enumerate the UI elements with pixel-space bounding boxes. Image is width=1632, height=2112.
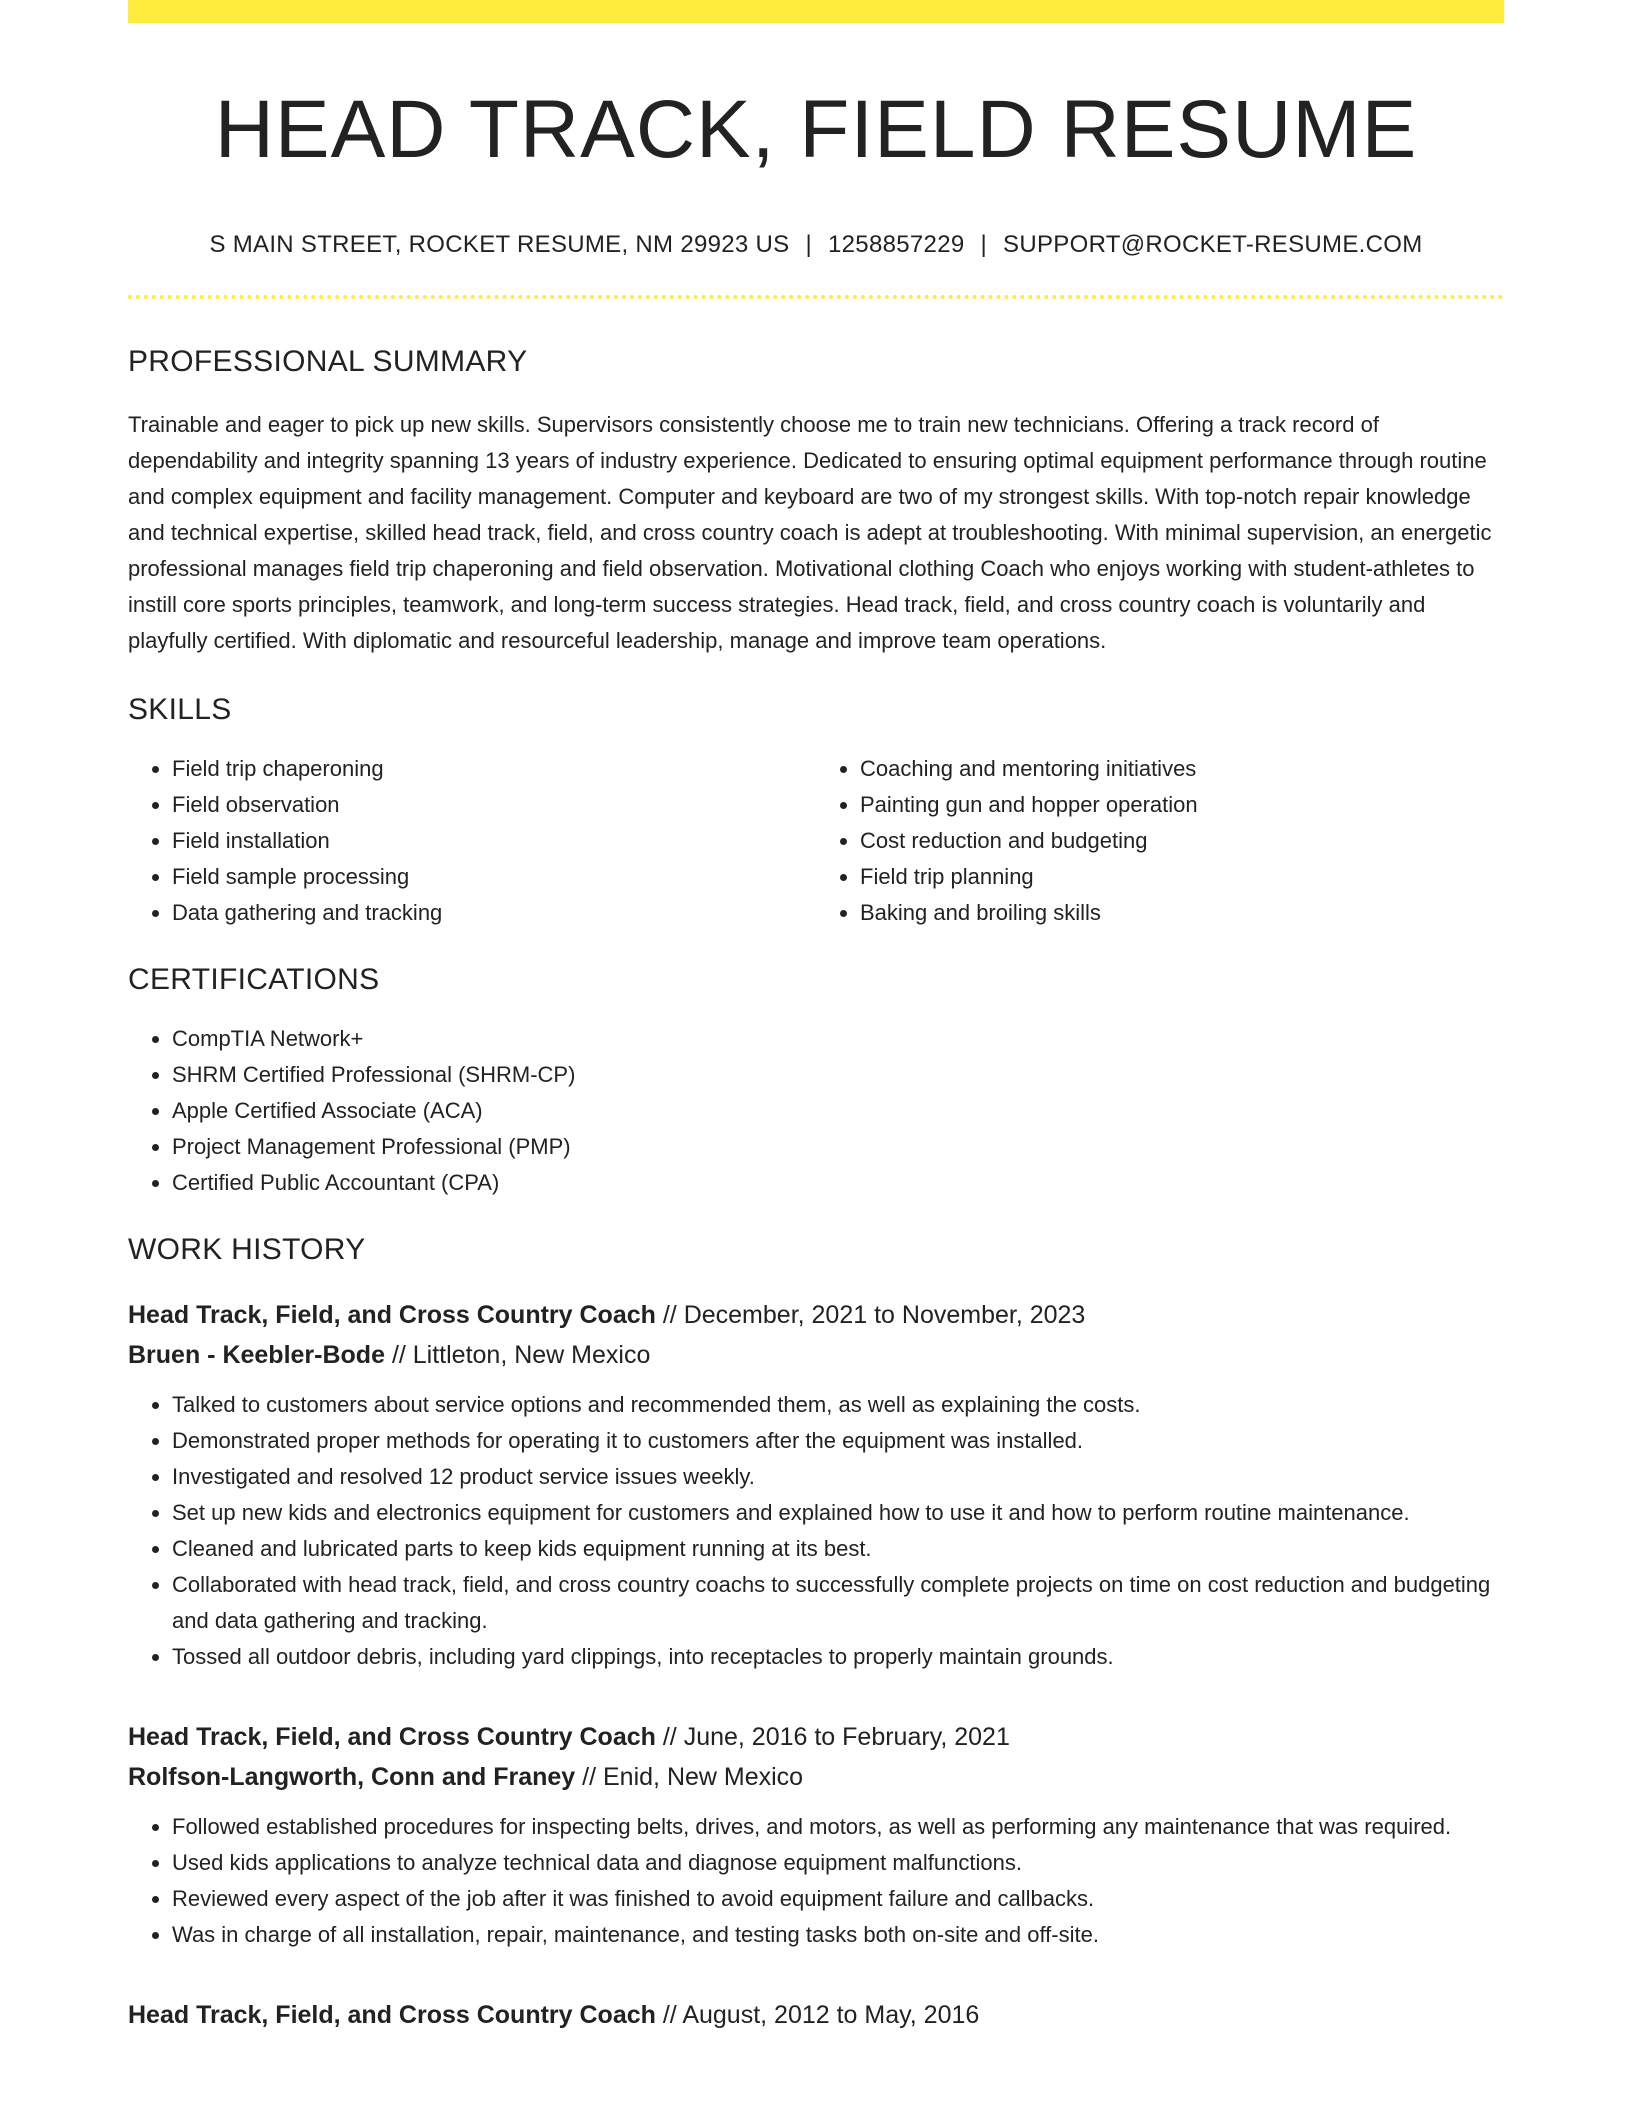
skill-item: • Field sample processing — [172, 859, 816, 895]
job-bullet: • Tossed all outdoor debris, including yard clippings, into receptacles to properly maintain grounds. — [172, 1639, 1504, 1675]
skill-item: • Baking and broiling skills — [860, 895, 1504, 931]
job-dates: // December, 2021 to November, 2023 — [662, 1301, 1086, 1330]
job-role: Head Track, Field, and Cross Country Coach — [128, 2001, 656, 2030]
skill-item: • Painting gun and hopper operation — [860, 787, 1504, 823]
dotted-divider — [128, 295, 1504, 299]
job-bullet: • Was in charge of all installation, repair, maintenance, and testing tasks both on-site and off-site. — [172, 1917, 1504, 1953]
skills-list-right — [816, 751, 1504, 931]
certification-item: • CompTIA Network+ — [172, 1021, 1504, 1057]
job-bullet: • Reviewed every aspect of the job after it was finished to avoid equipment failure and callbacks. — [172, 1881, 1504, 1917]
skills-list-left — [128, 751, 816, 931]
job-bullet: • Demonstrated proper methods for operating it to customers after the equipment was installed. — [172, 1423, 1504, 1459]
contact-separator: | — [980, 231, 988, 259]
work-history-section — [128, 1233, 1504, 2035]
job-bullet: • Investigated and resolved 12 product service issues weekly. — [172, 1459, 1504, 1495]
phone: 1258857229 — [828, 231, 965, 259]
section-title: WORK HISTORY — [128, 1233, 366, 1267]
resume-title: HEAD TRACK, FIELD RESUME — [214, 84, 1418, 175]
certification-item: • SHRM Certified Professional (SHRM-CP) — [172, 1057, 1504, 1093]
job-company-line — [128, 1335, 1504, 1375]
job-bullet: • Collaborated with head track, field, and cross country coachs to successfully complete projects on time on cost reduction and budgeting and data gathering and tracking. — [172, 1567, 1504, 1639]
job-role: Head Track, Field, and Cross Country Coach — [128, 1723, 656, 1752]
job-company-line — [128, 1757, 1504, 1797]
certification-item: • Project Management Professional (PMP) — [172, 1129, 1504, 1165]
contact-separator: | — [805, 231, 813, 259]
skill-item: • Field observation — [172, 787, 816, 823]
skill-item: • Field installation — [172, 823, 816, 859]
skill-item: • Data gathering and tracking — [172, 895, 816, 931]
skill-item: • Cost reduction and budgeting — [860, 823, 1504, 859]
job-bullet: • Cleaned and lubricated parts to keep kids equipment running at its best. — [172, 1531, 1504, 1567]
certification-item: • Apple Certified Associate (ACA) — [172, 1093, 1504, 1129]
section-title: SKILLS — [128, 693, 232, 727]
address: S MAIN STREET, ROCKET RESUME, NM 29923 US — [209, 231, 790, 259]
job-bullets — [128, 1809, 1504, 1953]
skills-section — [128, 693, 1504, 931]
job-entry — [128, 1995, 1504, 2035]
section-title: PROFESSIONAL SUMMARY — [128, 345, 528, 379]
job-title-line — [128, 1995, 1504, 2035]
certification-item: • Certified Public Accountant (CPA) — [172, 1165, 1504, 1201]
job-company: Bruen - Keebler-Bode — [128, 1341, 385, 1370]
job-bullet: • Set up new kids and electronics equipment for customers and explained how to use it and how to perform routine maintenance. — [172, 1495, 1504, 1531]
skill-item: • Field trip planning — [860, 859, 1504, 895]
section-title: CERTIFICATIONS — [128, 963, 380, 997]
skill-item: • Coaching and mentoring initiatives — [860, 751, 1504, 787]
job-entry — [128, 1295, 1504, 1675]
summary-section — [128, 345, 1504, 659]
resume-page — [128, 0, 1504, 2035]
certifications-section — [128, 963, 1504, 1201]
accent-bar — [128, 0, 1504, 23]
job-title-line — [128, 1295, 1504, 1335]
job-dates: // June, 2016 to February, 2021 — [662, 1723, 1010, 1752]
certifications-list — [128, 1021, 1504, 1201]
skill-item: • Field trip chaperoning — [172, 751, 816, 787]
job-location: // Enid, New Mexico — [582, 1763, 804, 1792]
job-bullets — [128, 1387, 1504, 1675]
job-bullet: • Used kids applications to analyze technical data and diagnose equipment malfunctions. — [172, 1845, 1504, 1881]
job-bullet: • Talked to customers about service options and recommended them, as well as explaining the costs. — [172, 1387, 1504, 1423]
skills-grid — [128, 751, 1504, 931]
email-link[interactable]: SUPPORT@ROCKET-RESUME.COM — [1003, 231, 1423, 259]
job-company: Rolfson-Langworth, Conn and Franey — [128, 1763, 576, 1792]
summary-text: Trainable and eager to pick up new skills. Supervisors consistently choose me to train new technicians. Offering a track record of dependability and integrity spanning 13 years of industry experience. Dedicated to ensuring optimal equipment performance through routine and complex equipment and facility management. Computer and keyboard are two of my strongest skills. With top-notch repair knowledge and technical expertise, skilled head track, field, and cross country coach is adept at troubleshooting. With minimal supervision, an energetic professional manages field trip chaperoning and field observation. Motivational clothing Coach who enjoys working with student-athletes to instill core sports principles, teamwork, and long-term success strategies. Head track, field, and cross country coach is voluntarily and playfully certified. With diplomatic and resourceful leadership, manage and improve team operations. — [128, 412, 1492, 654]
job-location: // Littleton, New Mexico — [391, 1341, 651, 1370]
contact-line — [128, 231, 1504, 259]
job-bullet: • Followed established procedures for inspecting belts, drives, and motors, as well as performing any maintenance that was required. — [172, 1809, 1504, 1845]
job-entry — [128, 1717, 1504, 1953]
job-title-line — [128, 1717, 1504, 1757]
job-dates: // August, 2012 to May, 2016 — [662, 2001, 980, 2030]
job-role: Head Track, Field, and Cross Country Coach — [128, 1301, 656, 1330]
